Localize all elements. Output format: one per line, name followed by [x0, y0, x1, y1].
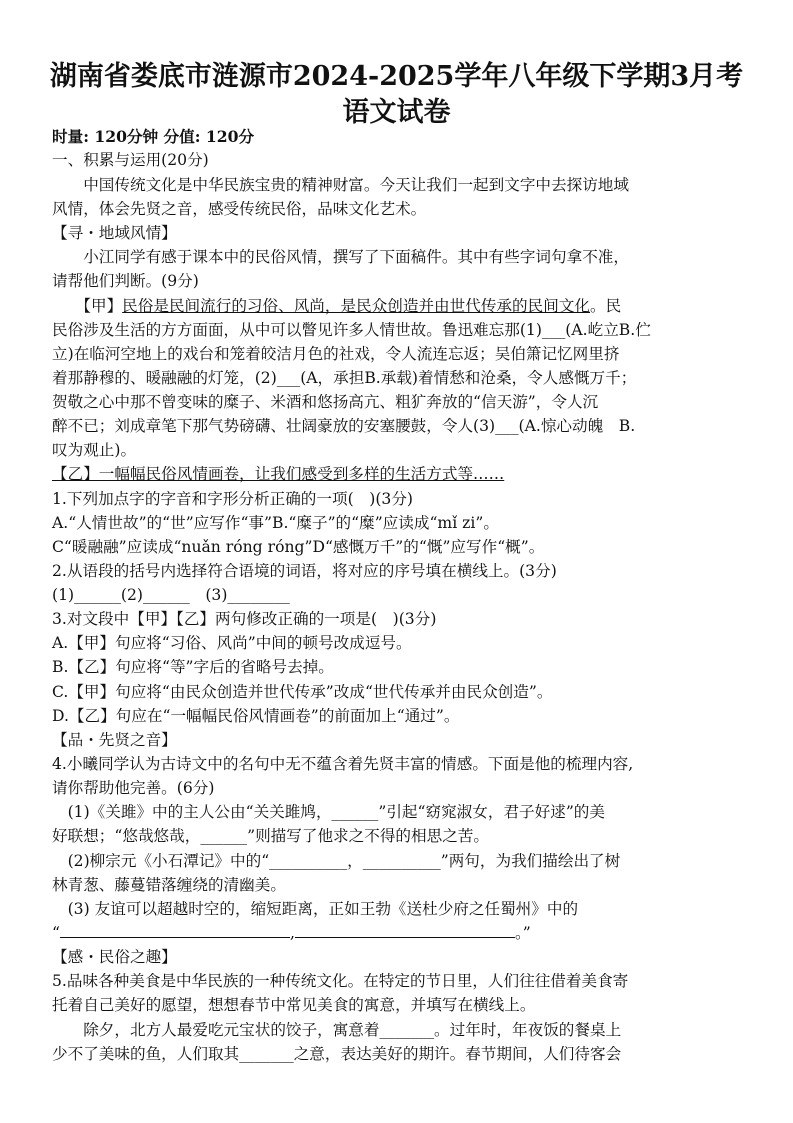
q1-option-ab: A.“人情世故”的“世”应写作“事”B.“糜子”的“糜”应读成“mǐ zi”。 — [52, 514, 499, 532]
subsection-pin: 【品・先贤之音】 — [52, 731, 177, 749]
passage-line-3: 立)在临河空地上的戏台和笼着皎洁月色的社戏，令人流连忘返；吴伯箫记忆网里挤 — [52, 345, 620, 363]
q4-item-3: (3) 友谊可以超越时空的，缩短距离，正如王勃《送杜少府之任蜀州》中的 — [52, 900, 579, 918]
quote-open: “ — [52, 924, 60, 942]
passage-line-4: 着那静穆的、暖融融的灯笼，(2)___(A，承担B.承载)着情愁和沧桑，令人感慨万千； — [52, 369, 637, 387]
q4-item-2: (2)柳宗元《小石潭记》中的“__________，__________”两句，为我们描绘出了树 — [52, 852, 621, 870]
question-4: 4.小曦同学认为古诗文中的名句中无不蕴含着先贤丰富的情感。下面是他的梳理内容, — [52, 755, 634, 773]
jia-label: 【甲】 — [52, 297, 123, 315]
q4-item-1: (1)《关雎》中的主人公由“关关雎鸠，______”引起“窈窕淑女，君子好逑”的美 — [52, 803, 605, 821]
q5-paragraph-1: 除夕，北方人最爱吃元宝状的饺子，寓意着_______。过年时，年夜饭的餐桌上 — [52, 1021, 622, 1039]
quote-close: 。” — [514, 924, 531, 942]
q4-item-1-cont: 好联想；“悠哉悠哉，______”则描写了他求之不得的相思之苦。 — [52, 827, 489, 845]
question-5-line-2: 托着自己美好的愿望，想想春节中常见美食的寓意，并填写在横线上。 — [52, 996, 536, 1014]
q3-option-d: D.【乙】句应在“一幅幅民俗风情画卷”的前面加上“通过”。 — [52, 707, 460, 725]
q3-option-b: B.【乙】句应将“等”字后的省略号去掉。 — [52, 658, 334, 676]
subsection-gan: 【感・民俗之趣】 — [52, 948, 177, 966]
q5-paragraph-2: 少不了美味的鱼，人们取其_______之意，表达美好的期许。春节期间，人们待客会 — [52, 1045, 622, 1063]
passage-jia-line — [52, 294, 742, 318]
passage-line-2: 民俗涉及生活的方方面面，从中可以瞥见许多人情世故。鲁迅难忘那(1)___(A.屹立B.伫 — [52, 321, 651, 339]
blank-1 — [60, 922, 290, 938]
jia-sentence: 民俗是民间流行的习俗、风尚，是民众创造并由世代传承的民间文化 — [122, 297, 590, 315]
passage-line-7: 叹为观止)。 — [52, 441, 137, 459]
q3-option-c: C.【甲】句应将“由民众创造并世代传承”改成“世代传承并由民众创造”。 — [52, 683, 553, 701]
intro-line-1: 中国传统文化是中华民族宝贵的精神财富。今天让我们一起到文字中去探访地域 — [52, 176, 629, 194]
intro-line-2: 风情，体会先贤之音，感受传统民俗，品味文化艺术。 — [52, 200, 427, 218]
passage-line-6: 醉不已；刘成章笔下那气势磅礴、壮阔豪放的安塞腰鼓，令人(3)___(A.惊心动魄 B. — [52, 417, 636, 435]
exam-meta: 时量: 120分钟 分值: 120分 — [52, 127, 255, 146]
jia-tail: 。民 — [590, 297, 622, 315]
comma: , — [289, 924, 295, 942]
q2-answer-blanks: (1)______(2)______ (3)________ — [52, 586, 290, 604]
question-3: 3.对文段中【甲】【乙】两句修改正确的一项是( )(3分) — [52, 610, 437, 628]
question-1: 1.下列加点字的字音和字形分析正确的一项( )(3分) — [52, 490, 414, 508]
q1-option-cd: C“暖融融”应读成“nuǎn róng róng”D“感慨万千”的“慨”应写作“概”。 — [52, 538, 545, 556]
passage-line-5: 贺敬之心中那不曾变味的糜子、米酒和悠扬高亢、粗犷奔放的“信天游”，令人沉 — [52, 393, 599, 411]
task-line-2: 请帮他们判断。(9分) — [52, 272, 199, 290]
exam-title-line1: 湖南省娄底市涟源市2024-2025学年八年级下学期3月考 — [49, 61, 744, 92]
q3-option-a: A.【甲】句应将“习俗、风尚”中间的顿号改成逗号。 — [52, 634, 412, 652]
q4-item-2-cont: 林青葱、藤蔓错落缠绕的清幽美。 — [52, 876, 286, 894]
section-heading: 一、积累与运用(20分) — [52, 151, 209, 169]
exam-title-line2: 语文试卷 — [342, 97, 451, 128]
subsection-xun: 【寻・地域风情】 — [52, 224, 177, 242]
passage-yi-sentence: 【乙】一幅幅民俗风情画卷，让我们感受到多样的生活方式等…… — [52, 465, 505, 483]
question-2: 2.从语段的括号内选择符合语境的词语，将对应的序号填在横线上。(3分) — [52, 562, 557, 580]
q4-item-3-blanks — [52, 921, 742, 945]
task-line-1: 小江同学有感于课本中的民俗风情，撰写了下面稿件。其中有些字词句拿不准， — [52, 248, 629, 266]
blank-2 — [295, 922, 515, 938]
question-5: 5.品味各种美食是中华民族的一种传统文化。在特定的节日里，人们往往借着美食寄 — [52, 972, 629, 990]
question-4-line-2: 请你帮助他完善。(6分) — [52, 779, 215, 797]
